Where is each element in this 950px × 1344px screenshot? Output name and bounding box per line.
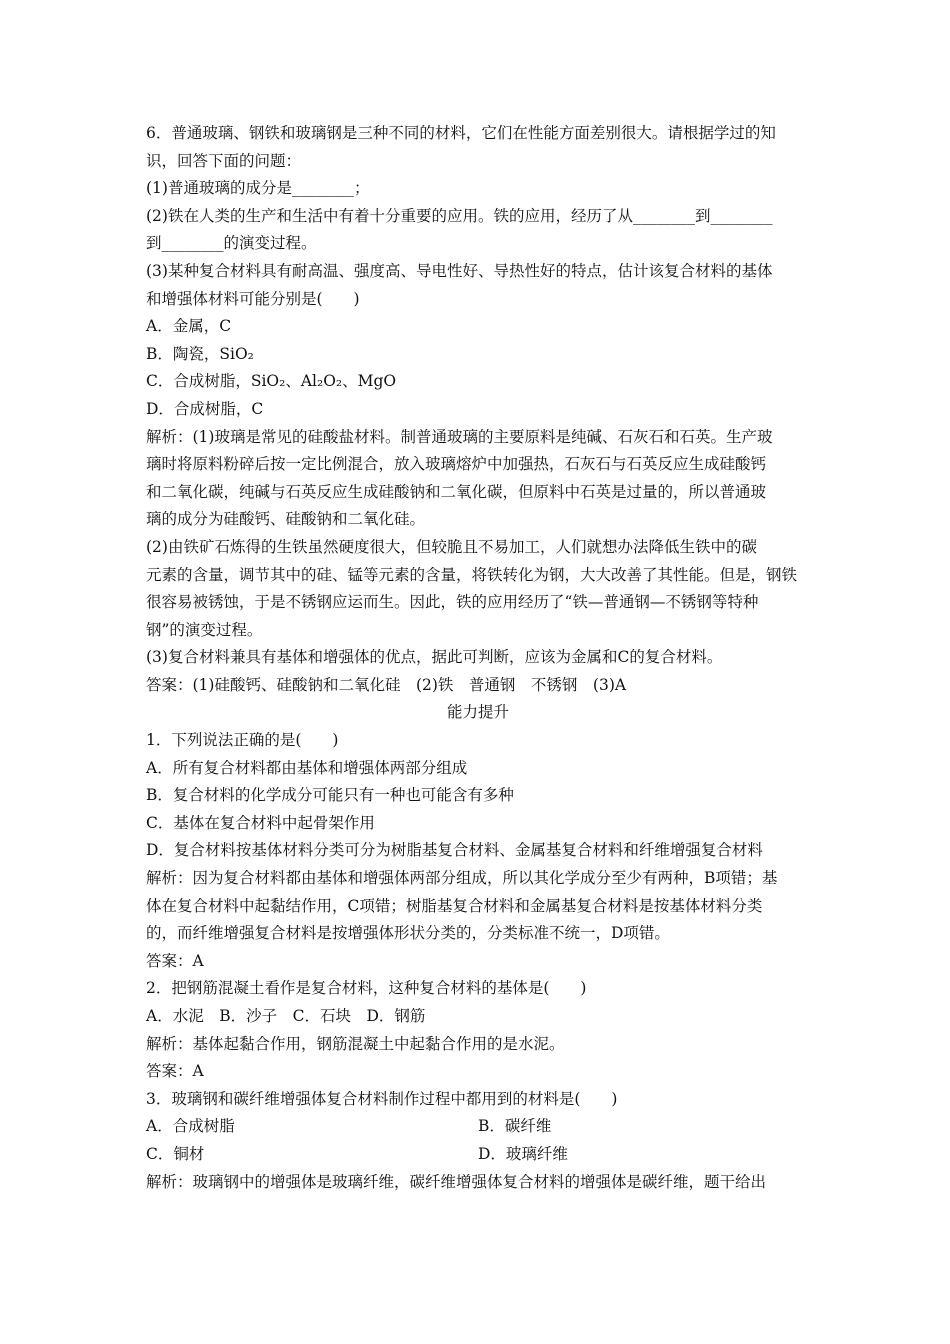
text-line: 3．玻璃钢和碳纤维增强体复合材料制作过程中都用到的材料是( ) (146, 1089, 618, 1108)
text-line: C．合成树脂，SiO₂、Al₂O₂、MgO (146, 372, 397, 391)
text-line: C．基体在复合材料中起骨架作用 (146, 813, 375, 832)
text-line: 和增强体材料可能分别是( ) (146, 289, 360, 308)
text-line: 体在复合材料中起黏结作用，C项错；树脂基复合材料和金属基复合材料是按基体材料分类 (146, 896, 763, 915)
text-line: 的，而纤维增强复合材料是按增强体形状分类的，分类标准不统一，D项错。 (146, 924, 670, 943)
analysis-line: 解析：玻璃钢中的增强体是玻璃纤维，碳纤维增强体复合材料的增强体是碳纤维，题干给出 (146, 1172, 767, 1191)
option-c: C．铜材 (146, 1144, 205, 1163)
text-line: 答案：(1)硅酸钙、硅酸钠和二氧化硅 (2)铁 普通钢 不锈钢 (3)A (146, 675, 627, 694)
text-line: 璃的成分为硅酸钙、硅酸钠和二氧化硅。 (146, 510, 426, 529)
text-line: A．水泥 B．沙子 C．石块 D．钢筋 (146, 1007, 426, 1025)
section-heading: 能力提升 (446, 703, 509, 722)
option-a: A．合成树脂 (146, 1117, 235, 1136)
text-line: 解析：(1)玻璃是常见的硅酸盐材料。制普通玻璃的主要原料是纯碱、石灰石和石英。生产玻 (146, 427, 773, 446)
text-line: 很容易被锈蚀，于是不锈钢应运而生。因此，铁的应用经历了“铁—普通钢—不锈钢等特种 (146, 593, 759, 612)
text-line: 识，回答下面的问题： (146, 151, 302, 170)
text-lines (146, 120, 810, 1113)
option-b: B．碳纤维 (478, 1117, 552, 1136)
option-d: D．玻璃纤维 (478, 1144, 568, 1163)
text-line: 到________的演变过程。 (146, 234, 317, 253)
text-line: 2．把钢筋混凝土看作是复合材料，这种复合材料的基体是( ) (146, 979, 587, 998)
text-line: 答案：A (146, 1062, 204, 1081)
text-line: 解析：基体起黏合作用，钢筋混凝土中起黏合作用的是水泥。 (146, 1034, 565, 1053)
text-line: 答案：A (146, 951, 204, 970)
text-line: (2)由铁矿石炼得的生铁虽然硬度很大，但较脆且不易加工，人们就想办法降低生铁中的碳 (146, 537, 757, 556)
options-row (146, 1141, 810, 1169)
text-line: D．复合材料按基体材料分类可分为树脂基复合材料、金属基复合材料和纤维增强复合材料 (146, 841, 763, 860)
text-line: 解析：因为复合材料都由基体和增强体两部分组成，所以其化学成分至少有两种，B项错；基 (146, 869, 778, 888)
text-line: 元素的含量，调节其中的硅、锰等元素的含量，将铁转化为钢，大大改善了其性能。但是，钢铁 (146, 565, 798, 584)
text-line: B．复合材料的化学成分可能只有一种也可能含有多种 (146, 786, 514, 805)
options-row (146, 1113, 810, 1141)
text-line: D．合成树脂，C (146, 399, 264, 418)
text-line: (2)铁在人类的生产和生活中有着十分重要的应用。铁的应用，经历了从________到________ (146, 206, 773, 225)
text-line: 璃时将原料粉碎后按一定比例混合，放入玻璃熔炉中加强热，石灰石与石英反应生成硅酸钙 (146, 455, 767, 474)
text-line: 和二氧化碳，纯碱与石英反应生成硅酸钠和二氧化碳，但原料中石英是过量的，所以普通玻 (146, 482, 767, 501)
text-line: 钢”的演变过程。 (146, 620, 263, 639)
text-line: A．金属，C (146, 317, 232, 336)
text-line: (1)普通玻璃的成分是________； (146, 179, 370, 198)
text-line: (3)某种复合材料具有耐高温、强度高、导电性好、导热性好的特点，估计该复合材料的基体 (146, 261, 773, 280)
text-line: A．所有复合材料都由基体和增强体两部分组成 (146, 758, 468, 777)
document-body (146, 120, 810, 1196)
text-line: B．陶瓷，SiO₂ (146, 344, 254, 363)
text-line: 6．普通玻璃、钢铁和玻璃钢是三种不同的材料，它们在性能方面差别很大。请根据学过的知 (146, 124, 776, 142)
text-line: (3)复合材料兼具有基体和增强体的优点，据此可判断，应该为金属和C的复合材料。 (146, 648, 723, 667)
text-line: 1．下列说法正确的是( ) (146, 731, 339, 750)
